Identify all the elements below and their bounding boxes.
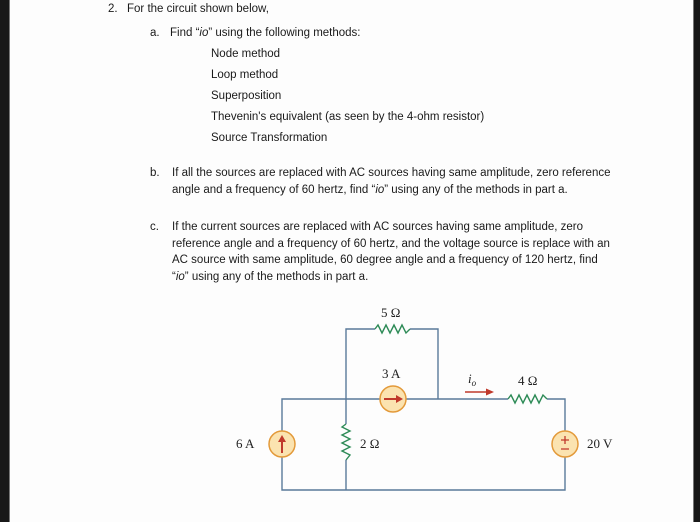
- label-5ohm: 5 Ω: [381, 305, 401, 320]
- label-6a: 6 A: [236, 436, 255, 451]
- part-b-post: ” using any of the methods in part a.: [384, 183, 568, 196]
- method-item: Superposition: [211, 90, 282, 102]
- resistor-5ohm: [375, 325, 410, 333]
- label-2ohm: 2 Ω: [360, 436, 380, 451]
- part-b-pre: If all the sources are replaced with AC sources having same amplitude, zero reference angle and a frequency of 60 hertz, find “: [172, 167, 611, 196]
- label-20v: 20 V: [587, 436, 613, 451]
- part-c-label: c.: [150, 221, 159, 233]
- part-a-post: ” using the following methods:: [208, 27, 361, 39]
- current-source-6a: [269, 431, 295, 457]
- part-b-label: b.: [150, 167, 160, 179]
- question-number: 2.: [108, 3, 118, 15]
- part-a-pre: Find “: [170, 27, 200, 39]
- current-source-3a: [380, 386, 406, 412]
- io-arrow-icon: [465, 389, 494, 396]
- method-item: Loop method: [211, 69, 279, 81]
- part-c-post: ” using any of the methods in part a.: [184, 270, 369, 283]
- io-main: i: [468, 371, 472, 386]
- label-3a: 3 A: [382, 366, 401, 381]
- method-item: Thevenin's equivalent (as seen by the 4-ohm resistor): [211, 111, 485, 123]
- question-intro: For the circuit shown below,: [127, 3, 269, 15]
- resistor-2ohm: [342, 424, 350, 460]
- part-a-var: io: [199, 27, 209, 39]
- method-item: Source Transformation: [211, 132, 328, 144]
- voltage-source-20v: [552, 431, 578, 457]
- label-4ohm: 4 Ω: [518, 373, 538, 388]
- part-c-pre: If the current sources are replaced with AC sources having same amplitude, zero reference angle and a frequency of 60 hertz, and the voltage source is replace with an AC source with same amplitude, 60 degree angle and a frequency of 120 hertz, find “: [172, 221, 610, 283]
- io-sub: o: [471, 378, 477, 388]
- part-b-var: io: [375, 183, 385, 196]
- part-c-var: io: [175, 270, 185, 283]
- method-item: Node method: [211, 48, 281, 60]
- wires: [282, 329, 565, 490]
- part-a-label: a.: [150, 27, 160, 39]
- label-io: [468, 371, 477, 388]
- resistor-4ohm: [508, 395, 547, 403]
